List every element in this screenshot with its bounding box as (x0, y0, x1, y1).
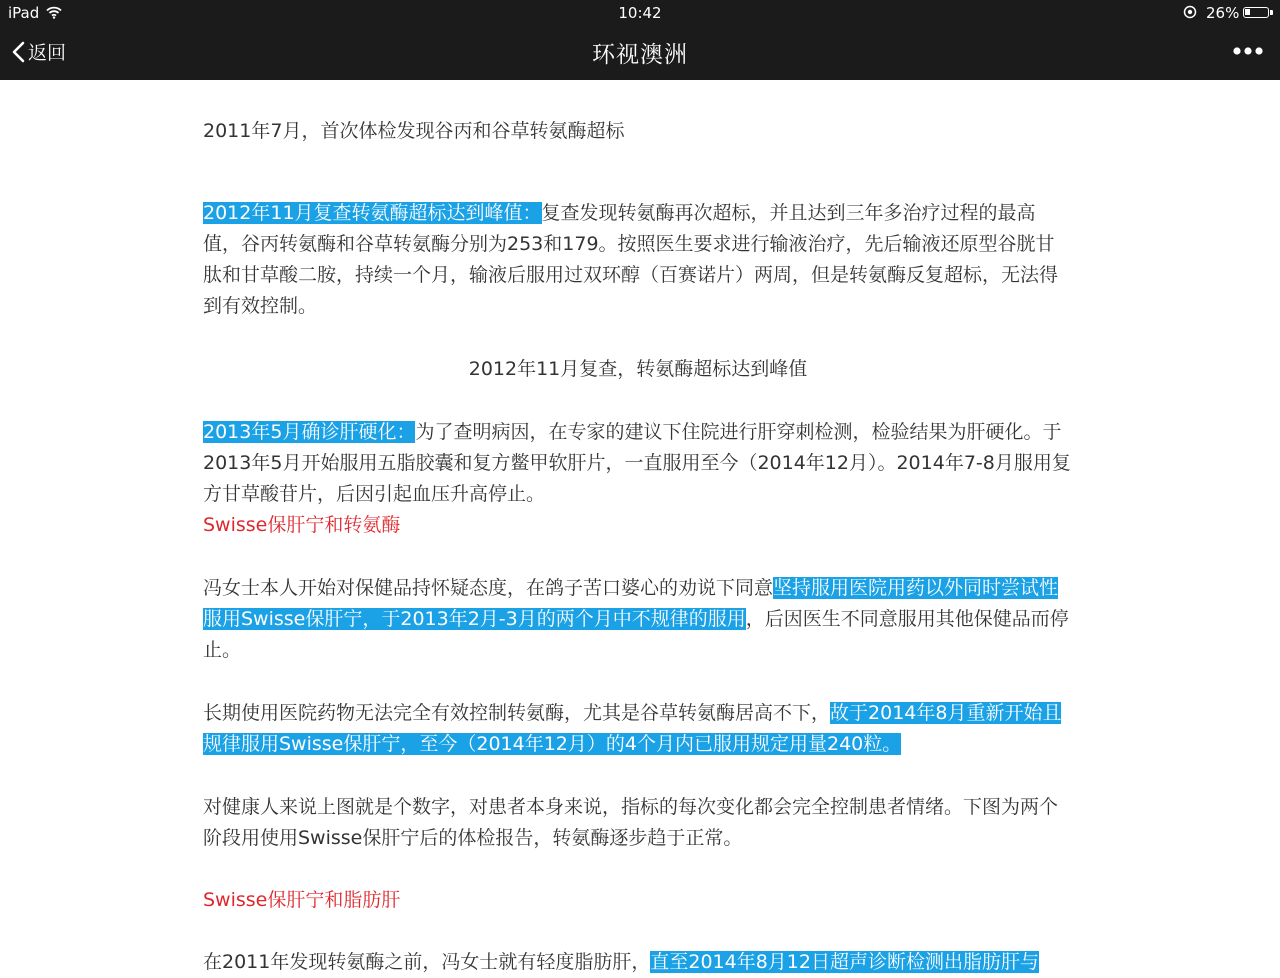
page-title: 环视澳洲 (592, 42, 688, 68)
article-paragraph: 对健康人来说上图就是个数字，对患者本身来说，指标的每次变化都会完全控制患者情绪。下图为两个阶段用使用Swisse保肝宁后的体检报告，转氨酶逐步趋于正常。 (203, 796, 1059, 849)
highlighted-text: 坚持服用医院用药以外同时尝试性服用Swisse保肝宁，于2013年2月-3月的两个月中不规律的服用 (203, 577, 1059, 630)
article-paragraph (203, 573, 1073, 666)
section-heading: Swisse保肝宁和转氨酶 (203, 514, 401, 536)
highlighted-text: 2012年11月复查转氨酶超标达到峰值： (203, 202, 542, 224)
top-bar (0, 0, 1280, 80)
rotation-lock-icon (1183, 5, 1197, 23)
paragraph-text: 冯女士本人开始对保健品持怀疑态度，在鸽子苦口婆心的劝说下同意 (203, 577, 774, 599)
article-paragraph (203, 198, 1073, 322)
paragraph-text: 在2011年发现转氨酶之前，冯女士就有轻度脂肪肝， (203, 951, 651, 973)
more-button[interactable] (1232, 41, 1264, 60)
paragraph-text: 长期使用医院药物无法完全有效控制转氨酶，尤其是谷草转氨酶居高不下， (203, 702, 831, 724)
article-paragraph (203, 417, 1073, 510)
battery-nub (1270, 10, 1273, 15)
article-paragraph (203, 698, 1073, 760)
highlighted-text: 直至2014年8月12日超声诊断检测出脂肪肝与 (650, 951, 1039, 973)
highlighted-text: 故于2014年8月重新开始且规律服用Swisse保肝宁，至今（2014年12月）的4个月内已服用规定用量240粒。 (203, 702, 1062, 755)
battery-fill (1245, 9, 1250, 15)
more-dots-icon (1232, 46, 1264, 56)
carrier-label: iPad (8, 4, 40, 22)
highlighted-text: 2013年5月确诊肝硬化： (203, 421, 416, 443)
navigation-bar (0, 26, 1280, 80)
battery-icon (1243, 7, 1269, 18)
article-paragraph: 2011年7月，首次体检发现谷丙和谷草转氨酶超标 (203, 120, 625, 142)
paragraph-text: 复查发现转氨酶再次超标，并且达到三年多治疗过程的最高值，谷丙转氨酶和谷草转氨酶分别为253和179。按照医生要求进行输液治疗，先后输液还原型谷胱甘肽和甘草酸二胺，持续一个月，输液后服用过双环醇（百赛诺片）两周，但是转氨酶反复超标，无法得到有效控制。 (203, 202, 1059, 317)
status-bar (0, 0, 1280, 26)
battery-percent: 26% (1206, 4, 1240, 22)
article-paragraph (203, 947, 1073, 978)
paragraph-text: ，后因医生不同意服用其他保健品而停止。 (203, 608, 1069, 661)
status-clock: 10:42 (618, 4, 662, 22)
back-button-label: 返回 (28, 42, 67, 64)
image-caption: 2012年11月复查，转氨酶超标达到峰值 (468, 358, 808, 380)
paragraph-text: 为了查明病因，在专家的建议下住院进行肝穿刺检测，检验结果为肝硬化。于2013年5月开始服用五脂胶囊和复方鳖甲软肝片，一直服用至今（2014年12月）。2014年7-8月服用复方甘草酸苷片，后因引起血压升高停止。 (203, 421, 1071, 505)
section-heading: Swisse保肝宁和脂肪肝 (203, 889, 401, 911)
